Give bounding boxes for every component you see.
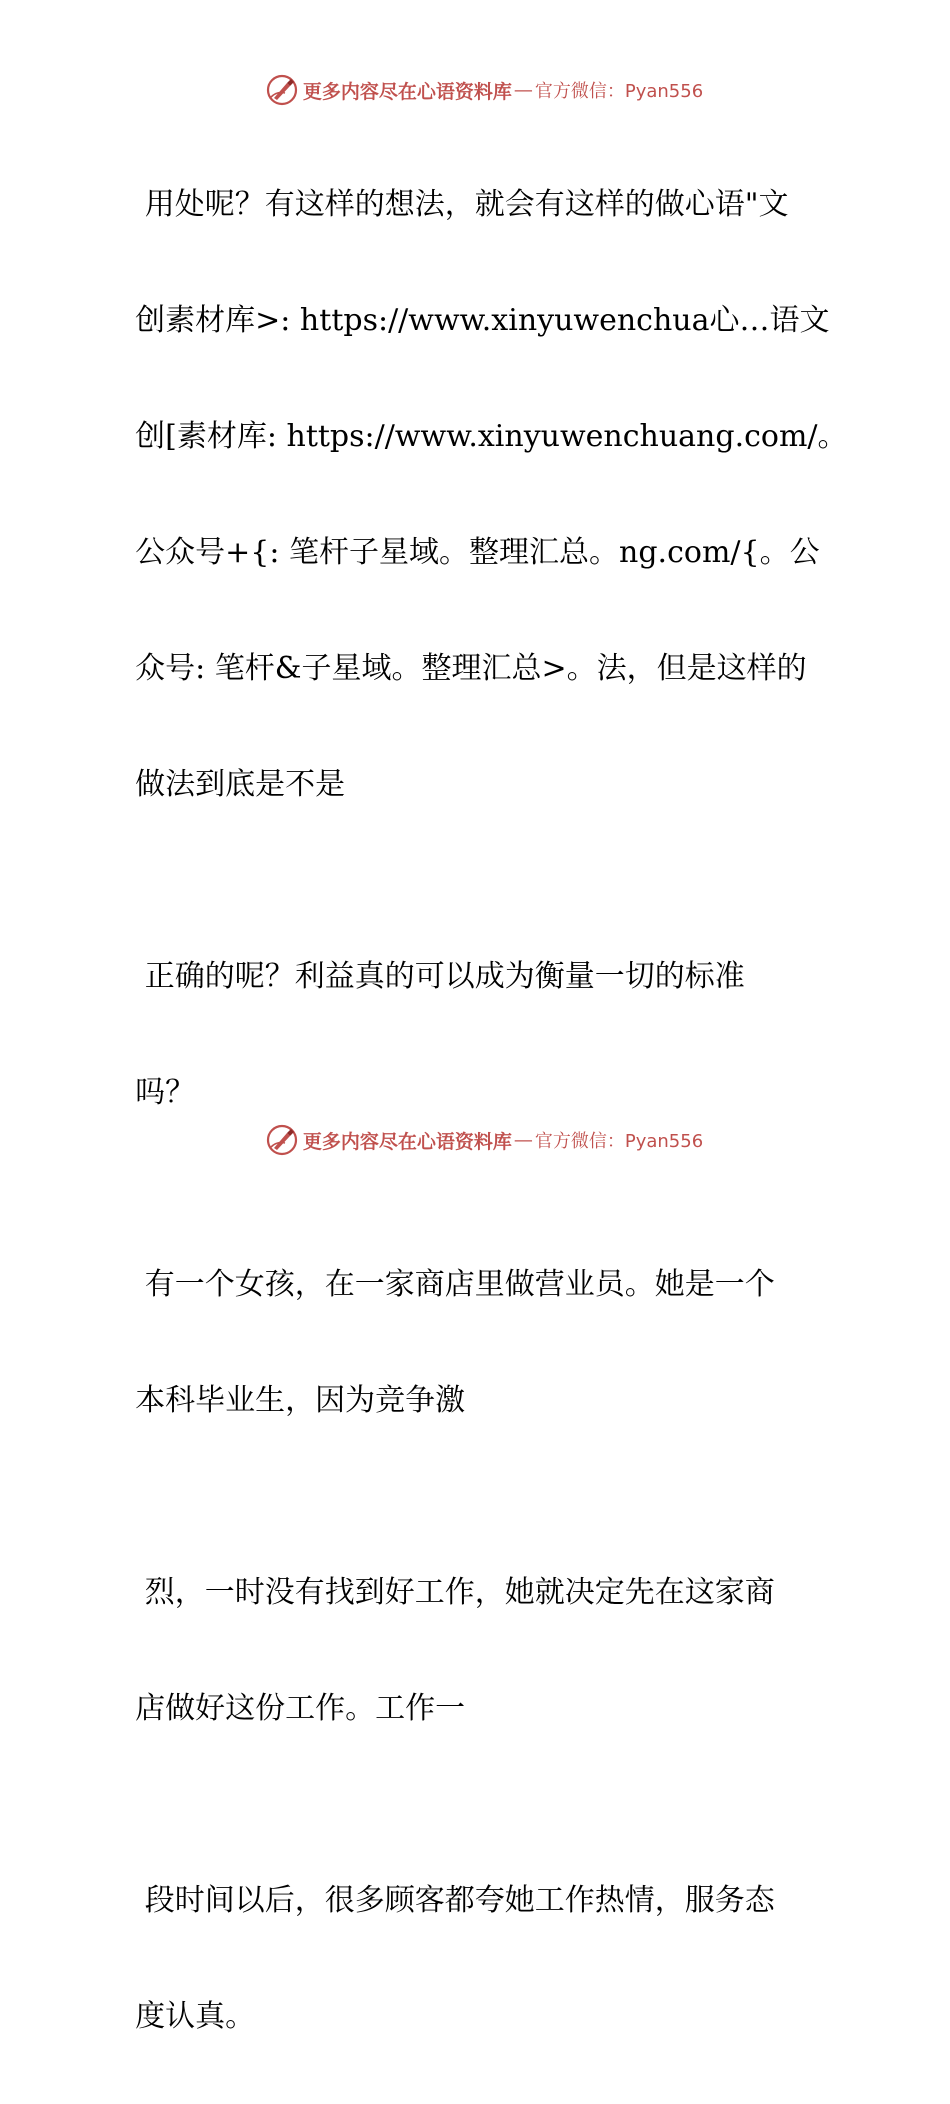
paragraph-gap xyxy=(97,1796,857,1814)
footer-brand-text: 更多内容尽在心语资料库 xyxy=(302,1130,512,1153)
text-line: 创[素材库: https://www.xinyuwenchuang.com/。 xyxy=(135,419,848,454)
paragraph-5 xyxy=(97,1814,857,2104)
text-line: 店做好这份工作。工作一 xyxy=(135,1691,466,1726)
header-wechat-text: 官方微信：Pyan556 xyxy=(534,81,704,102)
text-line: 正确的呢？利益真的可以成为衡量一切的标准 xyxy=(135,959,745,994)
header-banner-inner xyxy=(265,73,703,107)
text-line: 众号: 笔杆&子星域。整理汇总>。法，但是这样的 xyxy=(135,651,807,686)
pen-logo-icon xyxy=(265,1123,299,1157)
paragraph-gap xyxy=(97,872,857,890)
paragraph-gap xyxy=(97,1180,857,1198)
text-line: 烈，一时没有找到好工作，她就决定先在这家商 xyxy=(135,1575,775,1610)
text-line: 公众号+{: 笔杆子星域。整理汇总。ng.com/{。公 xyxy=(135,535,820,570)
footer-wechat-text: 官方微信：Pyan556 xyxy=(534,1131,704,1152)
paragraph-3 xyxy=(97,1198,857,1488)
text-line: 度认真。 xyxy=(135,1999,256,2034)
header-banner xyxy=(0,70,950,110)
header-brand-text: 更多内容尽在心语资料库 xyxy=(302,80,512,103)
footer-banner-inner xyxy=(265,1123,703,1157)
document-body xyxy=(97,118,857,2104)
text-line: 用处呢？有这样的想法，就会有这样的做心语"文 xyxy=(135,187,789,222)
text-line: 本科毕业生，因为竞争激 xyxy=(135,1383,466,1418)
text-line: 做法到底是不是 xyxy=(135,767,346,802)
paragraph-1 xyxy=(97,118,857,872)
text-line: 有一个女孩，在一家商店里做营业员。她是一个 xyxy=(135,1267,775,1302)
text-line: 创素材库>: https://www.xinyuwenchua心…语文 xyxy=(135,303,830,338)
paragraph-4 xyxy=(97,1506,857,1796)
footer-banner xyxy=(0,1120,950,1160)
header-dash: — xyxy=(513,79,533,101)
footer-dash: — xyxy=(513,1129,533,1151)
text-line: 段时间以后，很多顾客都夸她工作热情，服务态 xyxy=(135,1883,775,1918)
pen-logo-icon xyxy=(265,73,299,107)
paragraph-gap xyxy=(97,1488,857,1506)
text-line: 吗？ xyxy=(135,1075,196,1110)
